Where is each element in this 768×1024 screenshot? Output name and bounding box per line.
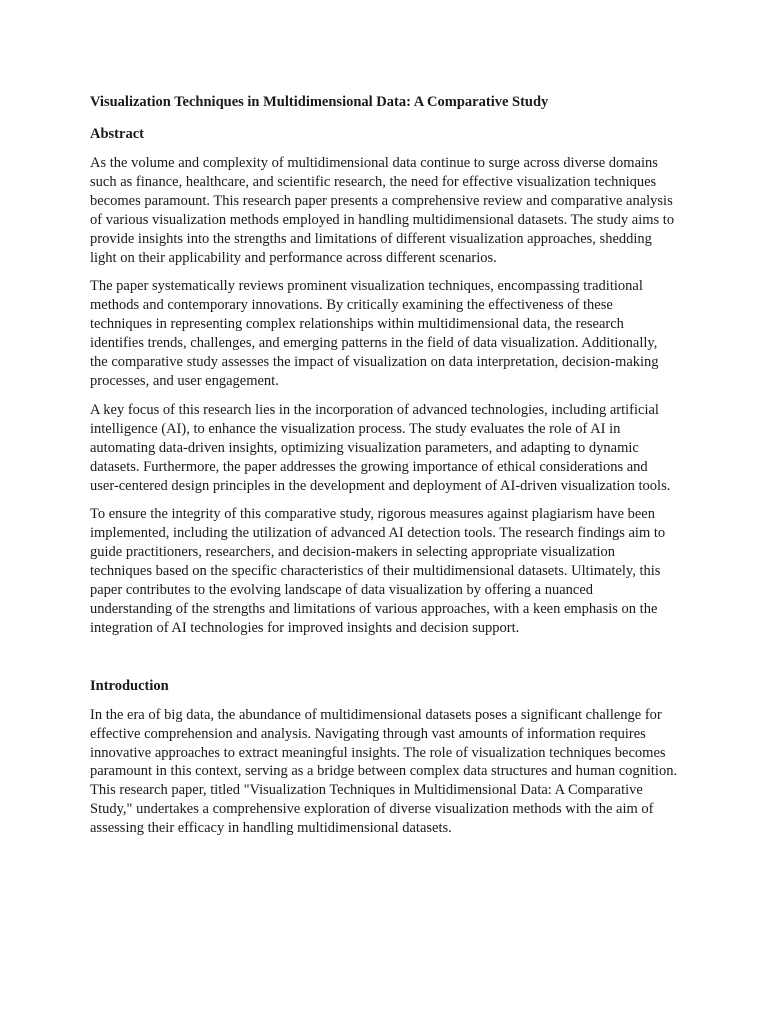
abstract-paragraph-2: The paper systematically reviews prominent visualization techniques, encompassing traditional methods and contemporary innovations. By critically examining the effectiveness of these techniques in representing complex relationships within multidimensional data, the research identifies trends, challenges, and emerging patterns in the field of data visualization. Additionally, the comparative study assesses the impact of visualization on data interpretation, decision-making processes, and user engagement.: [90, 278, 659, 389]
section-spacer: [90, 648, 678, 676]
introduction-paragraph-1: In the era of big data, the abundance of multidimensional datasets poses a significant challenge for effective comprehension and analysis. Navigating through vast amounts of information requires innovative approaches to extract meaningful insights. The role of visualization techniques becomes paramount in this context, serving as a bridge between complex data structures and human cognition. This research paper, titled "Visualization Techniques in Multidimensional Data: A Comparative Study," undertakes a comprehensive exploration of diverse visualization methods with the aim of assessing their efficacy in handling multidimensional datasets.: [90, 706, 678, 837]
abstract-paragraph-1: As the volume and complexity of multidimensional data continue to surge across diverse domains such as finance, healthcare, and scientific research, the need for effective visualization techniques becomes paramount. This research paper presents a comprehensive review and comparative analysis of various visualization methods employed in handling multidimensional datasets. The study aims to provide insights into the strengths and limitations of different visualization approaches, shedding light on their applicability and performance across different scenarios.: [90, 155, 675, 266]
paper-title: Visualization Techniques in Multidimensional Data: A Comparative Study: [90, 94, 549, 110]
abstract-paragraph-4: To ensure the integrity of this comparative study, rigorous measures against plagiarism have been implemented, including the utilization of advanced AI detection tools. The research findings aim to guide practitioners, researchers, and decision-makers in selecting appropriate visualization techniques based on the specific characteristics of their multidimensional datasets. Ultimately, this paper contributes to the evolving landscape of data visualization by offering a nuanced understanding of the strengths and limitations of various approaches, with a keen emphasis on the integration of AI technologies for improved insights and decision support.: [90, 506, 666, 636]
introduction-heading: Introduction: [90, 677, 169, 694]
abstract-heading: Abstract: [90, 126, 144, 142]
abstract-paragraph-3: A key focus of this research lies in the incorporation of advanced technologies, including artificial intelligence (AI), to enhance the visualization process. The study evaluates the role of AI in automating data-driven insights, optimizing visualization parameters, and adapting to dynamic datasets. Furthermore, the paper addresses the growing importance of ethical considerations and user-centered design principles in the development and deployment of AI-driven visualization tools.: [90, 401, 671, 494]
document-page: [90, 92, 678, 848]
